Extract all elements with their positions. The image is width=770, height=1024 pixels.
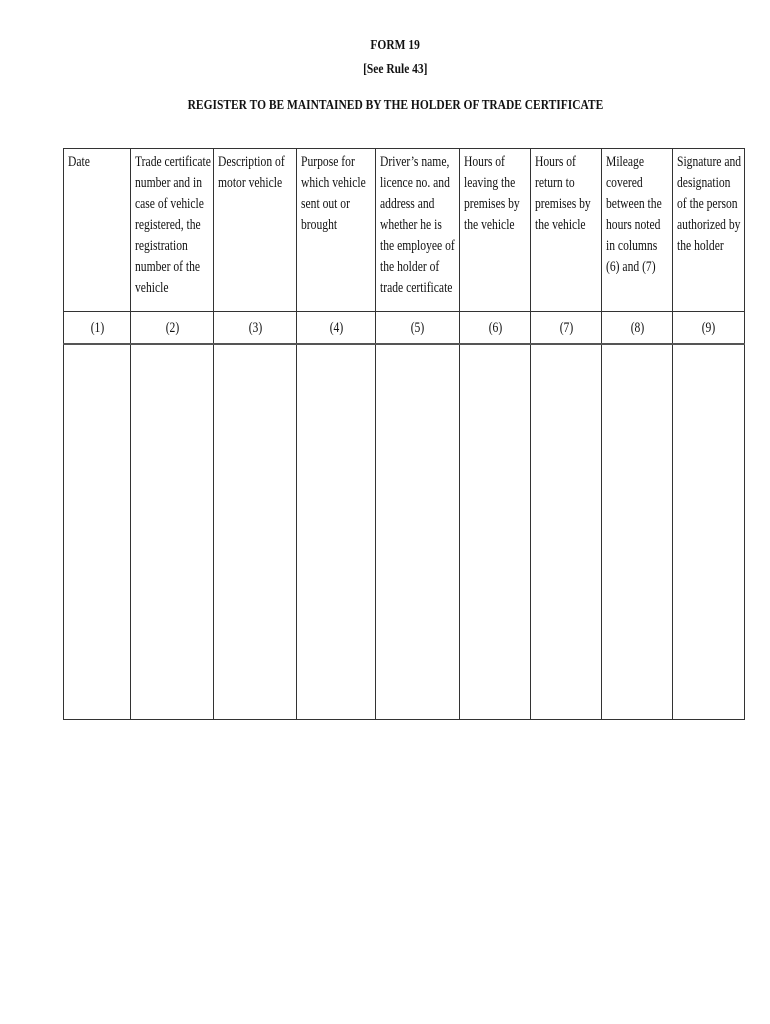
header-text: Driver’s name, licence no. and address and whether he is the employee of the holder of trade certificate	[380, 154, 455, 296]
form-heading-text: REGISTER TO BE MAINTAINED BY THE HOLDER OF TRADE CERTIFICATE	[187, 98, 603, 113]
column-number-cell	[602, 312, 673, 345]
form-rule	[0, 62, 770, 78]
entry-cell[interactable]	[460, 344, 531, 720]
header-cell	[131, 149, 214, 312]
entry-cell[interactable]	[131, 344, 214, 720]
header-cell	[297, 149, 376, 312]
header-text: Hours of leaving the premises by the vehicle	[464, 154, 520, 233]
column-number: (4)	[329, 319, 343, 336]
column-number: (7)	[559, 319, 573, 336]
column-number-cell	[376, 312, 460, 345]
form-number-text: FORM 19	[370, 38, 420, 53]
header-text: Mileage covered between the hours noted in columns (6) and (7)	[606, 154, 662, 275]
header-text: Trade certificate number and in case of vehicle registered, the registration number of the vehicle	[135, 154, 211, 296]
entry-cell[interactable]	[64, 344, 131, 720]
column-number-cell	[64, 312, 131, 345]
form-number	[0, 38, 770, 54]
column-number-cell	[460, 312, 531, 345]
column-number-cell	[673, 312, 745, 345]
column-number-cell	[131, 312, 214, 345]
form-rule-text: [See Rule 43]	[362, 62, 428, 77]
header-text: Date	[68, 154, 90, 170]
header-cell	[376, 149, 460, 312]
column-number: (9)	[701, 319, 716, 336]
register-table	[63, 148, 745, 720]
header-text: Signature and designation of the person authorized by the holder	[677, 154, 742, 254]
header-row	[64, 149, 745, 312]
header-cell	[602, 149, 673, 312]
entry-cell[interactable]	[214, 344, 297, 720]
header-text: Hours of return to premises by the vehicle	[535, 154, 591, 233]
column-number: (3)	[248, 319, 262, 336]
column-number-cell	[531, 312, 602, 345]
entry-cell[interactable]	[376, 344, 460, 720]
column-number-cell	[214, 312, 297, 345]
header-cell	[531, 149, 602, 312]
column-number-cell	[297, 312, 376, 345]
header-text: Purpose for which vehicle sent out or brought	[301, 154, 366, 233]
column-number: (2)	[165, 319, 179, 336]
column-number-row	[64, 312, 745, 345]
header-text: Description of motor vehicle	[218, 154, 285, 191]
header-cell	[673, 149, 745, 312]
column-number: (1)	[90, 319, 104, 336]
header-cell	[460, 149, 531, 312]
header-cell	[64, 149, 131, 312]
entry-cell[interactable]	[673, 344, 745, 720]
entry-cell[interactable]	[297, 344, 376, 720]
column-number: (6)	[488, 319, 502, 336]
entry-row	[64, 344, 745, 720]
header-cell	[214, 149, 297, 312]
column-number: (5)	[410, 319, 425, 336]
entry-cell[interactable]	[531, 344, 602, 720]
entry-cell[interactable]	[602, 344, 673, 720]
column-number: (8)	[630, 319, 644, 336]
form-heading	[0, 98, 770, 114]
